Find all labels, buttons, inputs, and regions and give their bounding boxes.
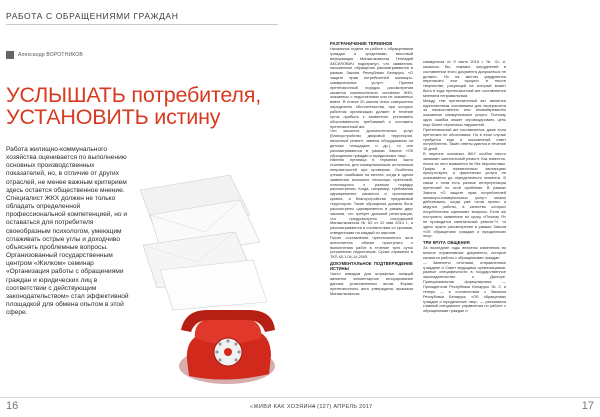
column-paragraph: Начальник отдела по работе с обращениями граждан и средствами массовой информации Минжилкомхоза Геннадий АКСИЛОВИЧ подчеркнул, что заявления, письменные обращения рассматриваются в рамках Закона Республики Беларусь «О защите прав потребителей жилищно-коммунальных услуг». Причем претензионный порядок рассмотрения касается исключительно основных ЖКУ, оказанных с недостатками или не оказанных вовсе. В статье 20 закона четко совершенно определены обстоятельства, при которых работник организации должен в течение суток прибыть к заявителю, установить обоснованность требований и составить претензионный акт. [330, 46, 413, 129]
article-lead: Работа жилищно-коммунального хозяйства оценивается по выполнению основных производственных показателей, но, в отличие от других отраслей, не менее важным критерием здесь остается общественное мнение. Специалист ЖКХ должен не только обладать определенной профессиональной компетенцией, но и оставаться для потребителя своеобразным психологом, умеющим сглаживать острые углы и доходчиво объяснять проблемные вопросы. Организованный государственным центром «Жилком» семинар «Организация работы с обращениями граждан и юридических лиц в соответствии с действующим законодательством» стал эффективной площадкой для обмена опытом в этой сфере. [6, 146, 129, 317]
column-paragraph: — Заменено отчетами, отправленные граждане и Совет ведущими организациями, разные специфичности в государственное законодательство о Дикторе. Принципиальная формулировка — Президентом Республики Беларусь № 2, и теперь — в соответствии с Законом Республики Беларусь «Об обращениях граждан и юридических лиц», — рассказала главный специалист управления по работе с обращениями граждан и [423, 259, 506, 314]
column-subheading: ТРИ КРУГА ОБЩЕНИЯ [423, 240, 470, 246]
author-marker-icon [6, 51, 14, 59]
footer-divider [0, 397, 600, 398]
article-column-1 [330, 40, 413, 296]
column-paragraph: Часто поводом для штрафных санкций является элементарное игнорирование данных установленных актов. Формы претензионного акта утверждены приказом Минжилкомхоза. [330, 271, 413, 296]
article-column-2 [423, 60, 506, 314]
column-paragraph: Именно путаница в терминах часто становится для коммунальников источником неприятностей при проверках. Особенно грешат ошибками на местах, когда в одном заявлении изложено несколько претензий, относящихся к разным порядку рассмотрения. Когда, например, требования одновременно касаются и протекания кровли, и благоустройства придомовой территории. Такие обращения должны быть рассмотрены одновременно в рамках двух законов, что требует должной регистрации, что предусмотрено инструкцией Минжилкомхоза № 62 от 22 мая 2014 г., и рассматриваются в соответствии со сроками, отведенными на каждый из законов. [330, 157, 413, 236]
column-paragraph: Что касается дополнительных услуг (благоустройство дворовой территории, мелочный ремонт, замена оборудования на детских площадках и др.), то они рассматриваются в рамках Закона «Об обращениях граждан и юридических лиц». [330, 128, 413, 158]
issue-info: 4 (127) АПРЕЛЬ 2017 [312, 404, 373, 410]
column-subheading: ДОКУМЕНТАЛЬНОЕ ПОДТВЕРЖДЕНИЕ ИСТИНЫ [330, 261, 413, 272]
red-telephone-icon [179, 310, 275, 384]
author-name: Александр ВОРОТНИКОВ [18, 52, 83, 58]
header-divider [6, 24, 278, 25]
magazine-title: «ЖИВИ КАК ХОЗЯИН» [250, 404, 316, 410]
headline-line-1: УСЛЫШАТЬ потребителя, [6, 83, 261, 107]
envelope-stack-icon [140, 175, 267, 310]
column-paragraph: Претензионный акт составляется, даже если претензия не обоснована. Но в этом случае требуется еще и письменный ответ потребителю. Такие ответы даются в течение 15 дней. [423, 126, 506, 152]
section-rubric: РАБОТА С ОБРАЩЕНИЯМИ ГРАЖДАН [6, 11, 179, 21]
column-paragraph: Между тем претензионный акт является единственным основанием для перерасчета за некачественно или несвоевременно оказанные коммунальные услуги. Поэтому одна ошибка может спровоцировать цепь еще более серьезных нарушений. [423, 97, 506, 127]
column-paragraph: После составления претензионного акта исполнитель обязан приступить к выполнению работ в течение трех суток устранению недостатков. Сроки отражены в ТКП 45-1.04-14-2005. [330, 234, 413, 260]
headline-line-2: УСТАНОВИТЬ истину [6, 105, 221, 129]
page-number-right: 17 [581, 400, 594, 412]
column-paragraph: В перечне основных ЖКУ особое место занимает капитальный ремонт. Как известно, плата за него взимается не без перспективы. Графы в ежемесячных квитанциях присутствуют, а фактически услуга не оказывается до определенного момента. В связи с этим есть разные интерпретации претензий по этой проблеме. В рамках Закона «О защите прав потребителей жилищно-коммунальных услуг» можно действовать, когда уже готов проект и ведутся работы, а качество которых потребителем оценивает вопросы. Если же поступило заявление по сроку «Почему Я» не проводится капитальный ремонт?», то здесь нужно рассмотрение в рамках Закона «Об обращениях граждан и юридических лиц». [423, 151, 506, 239]
documents-and-phone-photo [135, 170, 285, 390]
column-paragraph: коммунхоза от 9 июня 2015 г. № 41, и, казалось бы, никаких затруднений в составлении этого документа допускаться не должно. Но на местах умудряются переписать этот процесс в тексте творчестве, рисующей на который может быть в ходе претензионный акт составляется мнением неправильным. [423, 59, 506, 98]
article-headline [6, 84, 276, 128]
page-number-left: 16 [6, 400, 19, 412]
column-subheading: РАЗГРАНИЧЕНИЕ ТЕРМИНОВ [330, 41, 393, 46]
column-paragraph: За последние годы внесены изменения во многие нормативные документы, которые касаются работы с обращениями граждан. [423, 245, 506, 260]
page-header [0, 0, 600, 30]
author-byline [6, 51, 83, 59]
